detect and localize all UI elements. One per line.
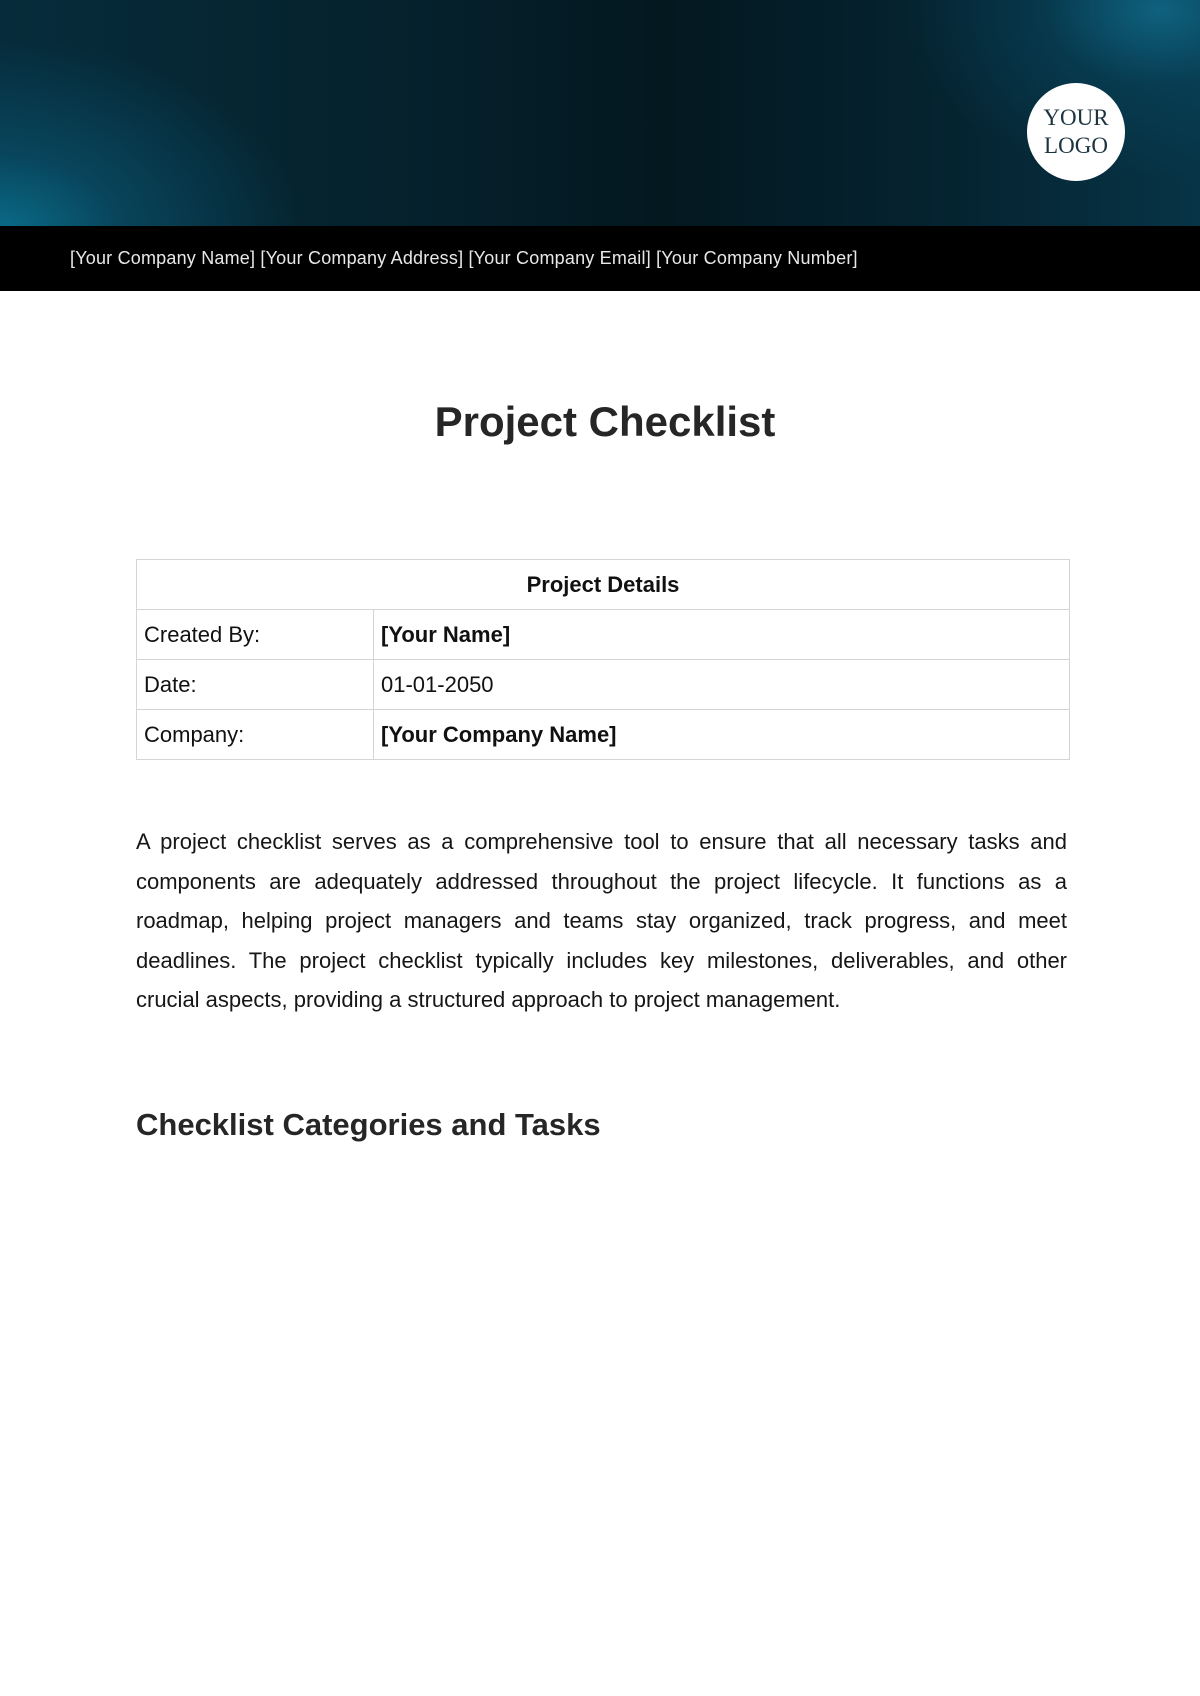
logo-line-1: YOUR bbox=[1043, 105, 1109, 130]
company-logo bbox=[1027, 83, 1125, 181]
created-by-label: Created By: bbox=[137, 610, 374, 660]
contact-bar bbox=[0, 226, 1200, 291]
company-value: [Your Company Name] bbox=[374, 710, 1070, 760]
table-row bbox=[137, 610, 1070, 660]
project-details-table bbox=[136, 559, 1070, 760]
date-value: 01-01-2050 bbox=[374, 660, 1070, 710]
section-heading: Checklist Categories and Tasks bbox=[136, 1107, 601, 1142]
date-label: Date: bbox=[137, 660, 374, 710]
page-title: Project Checklist bbox=[434, 398, 776, 445]
table-header-row bbox=[137, 560, 1070, 610]
table-row bbox=[137, 660, 1070, 710]
table-row bbox=[137, 710, 1070, 760]
header-banner bbox=[0, 0, 1200, 226]
table-heading: Project Details bbox=[137, 560, 1070, 610]
logo-line-2: LOGO bbox=[1044, 133, 1108, 158]
created-by-value: [Your Name] bbox=[374, 610, 1070, 660]
intro-paragraph: A project checklist serves as a comprehensive tool to ensure that all necessary tasks and components are adequately addressed throughout the project lifecycle. It functions as a roadmap, helping project managers and teams stay organized, track progress, and meet deadlines. The project checklist typically includes key milestones, deliverables, and other crucial aspects, providing a structured approach to project management. bbox=[136, 829, 1067, 1012]
company-contact-info: [Your Company Name] [Your Company Address] [Your Company Email] [Your Company Number] bbox=[70, 248, 858, 268]
company-label: Company: bbox=[137, 710, 374, 760]
